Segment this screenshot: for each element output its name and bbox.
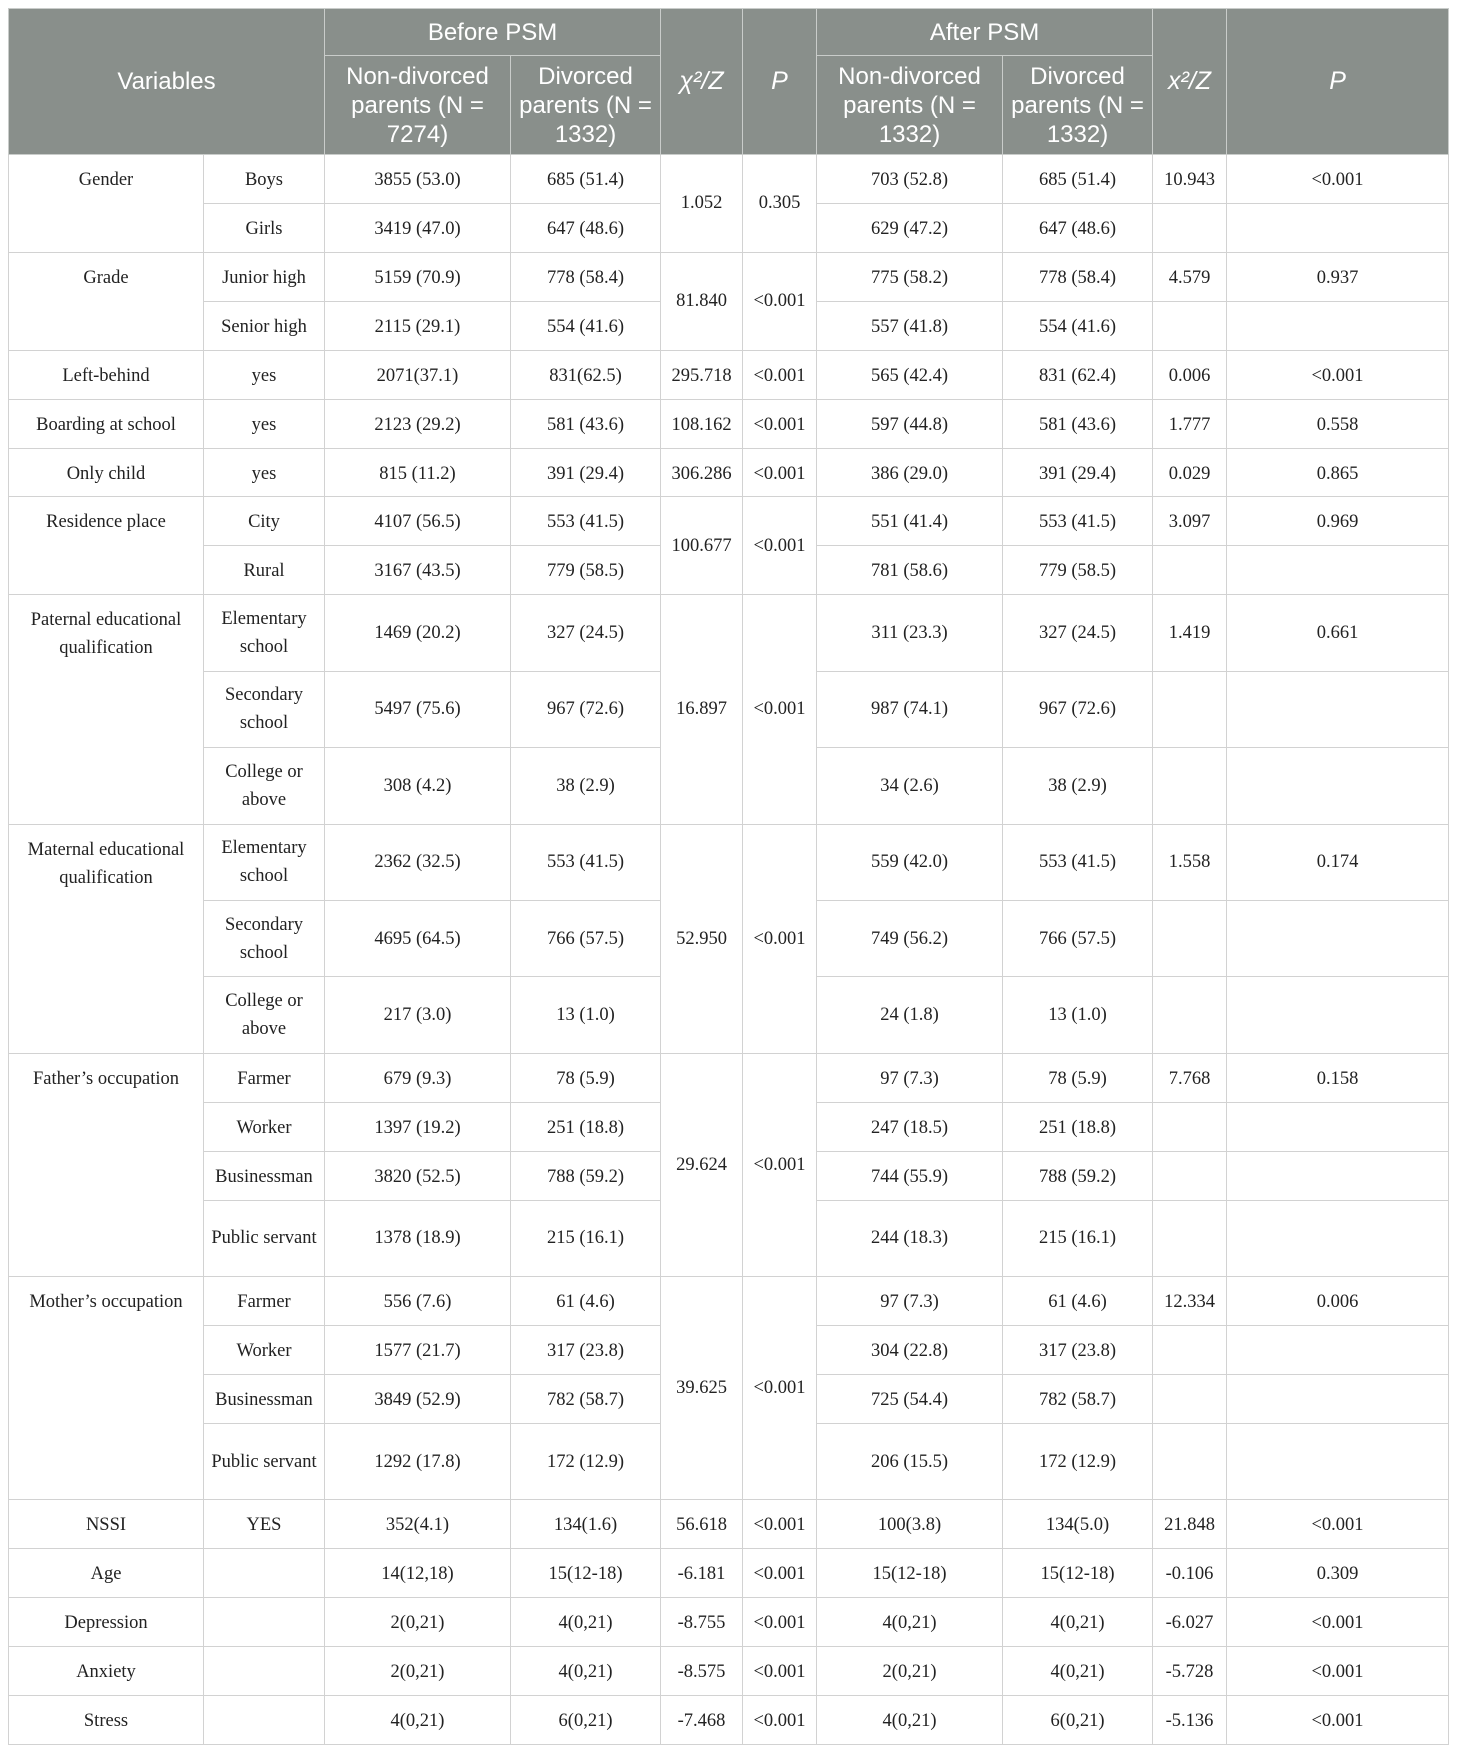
p-before-cell: <0.001 — [743, 497, 817, 595]
stat-after-cell: 1.777 — [1153, 399, 1227, 448]
non-divorced-before-cell: 1397 (19.2) — [325, 1102, 511, 1151]
divorced-before-header: Divorced parents (N = 1332) — [511, 56, 661, 155]
p-after-cell: 0.865 — [1227, 448, 1449, 497]
stat-after-cell — [1153, 1102, 1227, 1151]
p-after-cell: 0.558 — [1227, 399, 1449, 448]
divorced-after-cell: 766 (57.5) — [1003, 901, 1153, 977]
category-cell — [204, 1598, 325, 1647]
non-divorced-before-cell: 1378 (18.9) — [325, 1200, 511, 1276]
category-cell — [204, 1696, 325, 1745]
divorced-after-cell: 779 (58.5) — [1003, 546, 1153, 595]
non-divorced-before-cell: 5159 (70.9) — [325, 252, 511, 301]
divorced-before-cell: 788 (59.2) — [511, 1151, 661, 1200]
stat-after-cell: 0.029 — [1153, 448, 1227, 497]
stat-after-cell: 0.006 — [1153, 350, 1227, 399]
stat-after-cell — [1153, 203, 1227, 252]
stat-before-cell: -8.755 — [661, 1598, 743, 1647]
divorced-before-cell: 4(0,21) — [511, 1598, 661, 1647]
divorced-before-cell: 13 (1.0) — [511, 977, 661, 1053]
p-after-cell: <0.001 — [1227, 1598, 1449, 1647]
divorced-after-cell: 327 (24.5) — [1003, 595, 1153, 671]
p-after-cell: 0.309 — [1227, 1549, 1449, 1598]
non-divorced-after-cell: 2(0,21) — [817, 1647, 1003, 1696]
p-after-cell: 0.174 — [1227, 824, 1449, 900]
non-divorced-before-cell: 352(4.1) — [325, 1500, 511, 1549]
variable-cell: Boarding at school — [9, 399, 204, 448]
non-divorced-after-cell: 744 (55.9) — [817, 1151, 1003, 1200]
p-before-cell: <0.001 — [743, 350, 817, 399]
chi-square-z-header-before: χ²/Z — [661, 9, 743, 155]
divorced-after-cell: 38 (2.9) — [1003, 748, 1153, 824]
non-divorced-after-cell: 386 (29.0) — [817, 448, 1003, 497]
variable-cell: Paternal educational qualification — [9, 595, 204, 824]
non-divorced-after-cell: 100(3.8) — [817, 1500, 1003, 1549]
category-cell: Girls — [204, 203, 325, 252]
variable-cell: Anxiety — [9, 1647, 204, 1696]
non-divorced-before-cell: 1292 (17.8) — [325, 1423, 511, 1499]
non-divorced-before-cell: 2362 (32.5) — [325, 824, 511, 900]
non-divorced-before-cell: 3855 (53.0) — [325, 155, 511, 204]
non-divorced-after-cell: 557 (41.8) — [817, 301, 1003, 350]
stat-before-cell: 100.677 — [661, 497, 743, 595]
stat-after-cell — [1153, 546, 1227, 595]
p-after-cell: 0.158 — [1227, 1053, 1449, 1102]
stat-after-cell — [1153, 901, 1227, 977]
category-cell: Worker — [204, 1326, 325, 1375]
category-cell: College or above — [204, 977, 325, 1053]
table-row — [9, 497, 1449, 546]
category-cell — [204, 1647, 325, 1696]
divorced-after-cell: 554 (41.6) — [1003, 301, 1153, 350]
table-row — [9, 1053, 1449, 1102]
divorced-after-cell: 553 (41.5) — [1003, 497, 1153, 546]
divorced-after-cell: 61 (4.6) — [1003, 1277, 1153, 1326]
stat-before-cell: 81.840 — [661, 252, 743, 350]
non-divorced-after-cell: 703 (52.8) — [817, 155, 1003, 204]
stat-after-cell — [1153, 977, 1227, 1053]
p-before-cell: <0.001 — [743, 1647, 817, 1696]
p-after-cell: 0.661 — [1227, 595, 1449, 671]
category-cell: Elementary school — [204, 824, 325, 900]
p-before-cell: <0.001 — [743, 399, 817, 448]
divorced-before-cell: 554 (41.6) — [511, 301, 661, 350]
stat-after-cell — [1153, 1151, 1227, 1200]
divorced-before-cell: 134(1.6) — [511, 1500, 661, 1549]
non-divorced-after-cell: 749 (56.2) — [817, 901, 1003, 977]
stat-before-cell: 56.618 — [661, 1500, 743, 1549]
stat-after-cell: 3.097 — [1153, 497, 1227, 546]
stat-after-cell — [1153, 301, 1227, 350]
divorced-after-cell: 391 (29.4) — [1003, 448, 1153, 497]
non-divorced-before-cell: 556 (7.6) — [325, 1277, 511, 1326]
stat-before-cell: 108.162 — [661, 399, 743, 448]
table-row — [9, 448, 1449, 497]
category-cell: Secondary school — [204, 671, 325, 747]
category-cell: City — [204, 497, 325, 546]
non-divorced-after-cell: 559 (42.0) — [817, 824, 1003, 900]
non-divorced-before-cell: 4695 (64.5) — [325, 901, 511, 977]
non-divorced-before-cell: 679 (9.3) — [325, 1053, 511, 1102]
stat-after-cell: 21.848 — [1153, 1500, 1227, 1549]
category-cell: yes — [204, 448, 325, 497]
divorced-before-cell: 15(12-18) — [511, 1549, 661, 1598]
divorced-after-cell: 4(0,21) — [1003, 1598, 1153, 1647]
p-after-cell: <0.001 — [1227, 1500, 1449, 1549]
chi-square-z-header-after: x²/Z — [1153, 9, 1227, 155]
table-row — [9, 1598, 1449, 1647]
table-row — [9, 824, 1449, 900]
stat-after-cell — [1153, 1423, 1227, 1499]
non-divorced-after-cell: 97 (7.3) — [817, 1277, 1003, 1326]
stat-after-cell: -5.728 — [1153, 1647, 1227, 1696]
stat-after-cell — [1153, 748, 1227, 824]
non-divorced-before-cell: 4(0,21) — [325, 1696, 511, 1745]
stat-before-cell: -6.181 — [661, 1549, 743, 1598]
p-before-cell: <0.001 — [743, 824, 817, 1053]
divorced-after-cell: 967 (72.6) — [1003, 671, 1153, 747]
non-divorced-before-cell: 2115 (29.1) — [325, 301, 511, 350]
category-cell: College or above — [204, 748, 325, 824]
table-row — [9, 1647, 1449, 1696]
p-before-cell: <0.001 — [743, 595, 817, 824]
non-divorced-after-cell: 206 (15.5) — [817, 1423, 1003, 1499]
divorced-after-cell: 782 (58.7) — [1003, 1374, 1153, 1423]
table-row — [9, 1549, 1449, 1598]
stat-after-cell: -0.106 — [1153, 1549, 1227, 1598]
non-divorced-after-cell: 97 (7.3) — [817, 1053, 1003, 1102]
p-before-cell: 0.305 — [743, 155, 817, 253]
stat-after-cell: 1.558 — [1153, 824, 1227, 900]
non-divorced-after-cell: 244 (18.3) — [817, 1200, 1003, 1276]
non-divorced-before-header: Non-divorced parents (N = 7274) — [325, 56, 511, 155]
divorced-after-cell: 685 (51.4) — [1003, 155, 1153, 204]
p-after-cell — [1227, 671, 1449, 747]
divorced-before-cell: 251 (18.8) — [511, 1102, 661, 1151]
table-row — [9, 1696, 1449, 1745]
divorced-after-cell: 581 (43.6) — [1003, 399, 1153, 448]
non-divorced-before-cell: 3820 (52.5) — [325, 1151, 511, 1200]
p-after-cell — [1227, 1423, 1449, 1499]
p-after-cell — [1227, 1151, 1449, 1200]
variable-cell: Father’s occupation — [9, 1053, 204, 1276]
divorced-after-cell: 788 (59.2) — [1003, 1151, 1153, 1200]
divorced-before-cell: 38 (2.9) — [511, 748, 661, 824]
non-divorced-after-cell: 24 (1.8) — [817, 977, 1003, 1053]
table-row — [9, 1500, 1449, 1549]
divorced-after-cell: 134(5.0) — [1003, 1500, 1153, 1549]
stat-after-cell: 10.943 — [1153, 155, 1227, 204]
non-divorced-after-cell: 781 (58.6) — [817, 546, 1003, 595]
category-cell: Public servant — [204, 1423, 325, 1499]
p-after-cell: <0.001 — [1227, 155, 1449, 204]
divorced-after-cell: 172 (12.9) — [1003, 1423, 1153, 1499]
non-divorced-after-cell: 15(12-18) — [817, 1549, 1003, 1598]
non-divorced-before-cell: 2071(37.1) — [325, 350, 511, 399]
variable-cell: Gender — [9, 155, 204, 253]
stat-after-cell: 12.334 — [1153, 1277, 1227, 1326]
p-after-cell — [1227, 1374, 1449, 1423]
stat-after-cell — [1153, 1200, 1227, 1276]
divorced-after-cell: 6(0,21) — [1003, 1696, 1153, 1745]
divorced-before-cell: 172 (12.9) — [511, 1423, 661, 1499]
divorced-after-header: Divorced parents (N = 1332) — [1003, 56, 1153, 155]
p-after-cell — [1227, 1200, 1449, 1276]
table-row — [9, 399, 1449, 448]
divorced-before-cell: 553 (41.5) — [511, 497, 661, 546]
stat-after-cell: -6.027 — [1153, 1598, 1227, 1647]
divorced-before-cell: 581 (43.6) — [511, 399, 661, 448]
variables-header: Variables — [9, 9, 325, 155]
table-row — [9, 1277, 1449, 1326]
table-body — [9, 155, 1449, 1745]
stat-before-cell: 16.897 — [661, 595, 743, 824]
non-divorced-before-cell: 14(12,18) — [325, 1549, 511, 1598]
table-row — [9, 155, 1449, 204]
non-divorced-before-cell: 815 (11.2) — [325, 448, 511, 497]
divorced-before-cell: 647 (48.6) — [511, 203, 661, 252]
divorced-before-cell: 391 (29.4) — [511, 448, 661, 497]
divorced-before-cell: 61 (4.6) — [511, 1277, 661, 1326]
non-divorced-after-cell: 551 (41.4) — [817, 497, 1003, 546]
variable-cell: Left-behind — [9, 350, 204, 399]
divorced-before-cell: 78 (5.9) — [511, 1053, 661, 1102]
category-cell: Public servant — [204, 1200, 325, 1276]
stat-before-cell: 306.286 — [661, 448, 743, 497]
category-cell: Rural — [204, 546, 325, 595]
divorced-before-cell: 327 (24.5) — [511, 595, 661, 671]
non-divorced-after-cell: 4(0,21) — [817, 1696, 1003, 1745]
category-cell: Boys — [204, 155, 325, 204]
non-divorced-before-cell: 2123 (29.2) — [325, 399, 511, 448]
non-divorced-after-cell: 565 (42.4) — [817, 350, 1003, 399]
p-before-cell: <0.001 — [743, 1053, 817, 1276]
category-cell: Senior high — [204, 301, 325, 350]
p-before-cell: <0.001 — [743, 1549, 817, 1598]
category-cell: Farmer — [204, 1277, 325, 1326]
p-before-cell: <0.001 — [743, 252, 817, 350]
divorced-before-cell: 4(0,21) — [511, 1647, 661, 1696]
p-after-cell — [1227, 748, 1449, 824]
p-after-cell: 0.969 — [1227, 497, 1449, 546]
variable-cell: Residence place — [9, 497, 204, 595]
category-cell: Elementary school — [204, 595, 325, 671]
p-after-cell — [1227, 203, 1449, 252]
divorced-before-cell: 831(62.5) — [511, 350, 661, 399]
variable-cell: Mother’s occupation — [9, 1277, 204, 1500]
non-divorced-after-header: Non-divorced parents (N = 1332) — [817, 56, 1003, 155]
category-cell: Worker — [204, 1102, 325, 1151]
divorced-before-cell: 553 (41.5) — [511, 824, 661, 900]
variable-cell: Maternal educational qualification — [9, 824, 204, 1053]
category-cell: Businessman — [204, 1151, 325, 1200]
non-divorced-before-cell: 3849 (52.9) — [325, 1374, 511, 1423]
stat-after-cell — [1153, 1326, 1227, 1375]
non-divorced-before-cell: 2(0,21) — [325, 1647, 511, 1696]
category-cell — [204, 1549, 325, 1598]
non-divorced-before-cell: 4107 (56.5) — [325, 497, 511, 546]
non-divorced-after-cell: 987 (74.1) — [817, 671, 1003, 747]
non-divorced-after-cell: 311 (23.3) — [817, 595, 1003, 671]
divorced-before-cell: 215 (16.1) — [511, 1200, 661, 1276]
stat-after-cell: 1.419 — [1153, 595, 1227, 671]
non-divorced-after-cell: 629 (47.2) — [817, 203, 1003, 252]
divorced-after-cell: 831 (62.4) — [1003, 350, 1153, 399]
p-after-cell: <0.001 — [1227, 1696, 1449, 1745]
p-after-cell: <0.001 — [1227, 1647, 1449, 1696]
after-psm-header: After PSM — [817, 9, 1153, 56]
divorced-before-cell: 685 (51.4) — [511, 155, 661, 204]
p-after-cell: <0.001 — [1227, 350, 1449, 399]
stat-before-cell: -8.575 — [661, 1647, 743, 1696]
category-cell: Businessman — [204, 1374, 325, 1423]
non-divorced-after-cell: 4(0,21) — [817, 1598, 1003, 1647]
table-row — [9, 252, 1449, 301]
category-cell: Farmer — [204, 1053, 325, 1102]
variable-cell: Grade — [9, 252, 204, 350]
divorced-after-cell: 647 (48.6) — [1003, 203, 1153, 252]
divorced-after-cell: 778 (58.4) — [1003, 252, 1153, 301]
p-value-header-after: P — [1227, 9, 1449, 155]
category-cell: Junior high — [204, 252, 325, 301]
stat-after-cell: 7.768 — [1153, 1053, 1227, 1102]
stat-before-cell: 39.625 — [661, 1277, 743, 1500]
stat-after-cell: -5.136 — [1153, 1696, 1227, 1745]
stat-after-cell: 4.579 — [1153, 252, 1227, 301]
stat-before-cell: -7.468 — [661, 1696, 743, 1745]
non-divorced-before-cell: 5497 (75.6) — [325, 671, 511, 747]
non-divorced-after-cell: 775 (58.2) — [817, 252, 1003, 301]
divorced-before-cell: 779 (58.5) — [511, 546, 661, 595]
p-after-cell — [1227, 1102, 1449, 1151]
p-after-cell — [1227, 977, 1449, 1053]
variable-cell: Age — [9, 1549, 204, 1598]
non-divorced-after-cell: 304 (22.8) — [817, 1326, 1003, 1375]
category-cell: yes — [204, 399, 325, 448]
stat-before-cell: 295.718 — [661, 350, 743, 399]
p-after-cell — [1227, 901, 1449, 977]
non-divorced-before-cell: 308 (4.2) — [325, 748, 511, 824]
stat-before-cell: 52.950 — [661, 824, 743, 1053]
p-after-cell — [1227, 546, 1449, 595]
stat-before-cell: 1.052 — [661, 155, 743, 253]
divorced-after-cell: 553 (41.5) — [1003, 824, 1153, 900]
non-divorced-before-cell: 3167 (43.5) — [325, 546, 511, 595]
divorced-before-cell: 766 (57.5) — [511, 901, 661, 977]
variable-cell: Depression — [9, 1598, 204, 1647]
variable-cell: NSSI — [9, 1500, 204, 1549]
p-before-cell: <0.001 — [743, 1500, 817, 1549]
category-cell: Secondary school — [204, 901, 325, 977]
divorced-after-cell: 317 (23.8) — [1003, 1326, 1153, 1375]
table-row — [9, 350, 1449, 399]
p-before-cell: <0.001 — [743, 1696, 817, 1745]
divorced-before-cell: 778 (58.4) — [511, 252, 661, 301]
divorced-after-cell: 15(12-18) — [1003, 1549, 1153, 1598]
divorced-after-cell: 13 (1.0) — [1003, 977, 1153, 1053]
p-before-cell: <0.001 — [743, 1598, 817, 1647]
divorced-before-cell: 6(0,21) — [511, 1696, 661, 1745]
variable-cell: Only child — [9, 448, 204, 497]
divorced-before-cell: 967 (72.6) — [511, 671, 661, 747]
non-divorced-before-cell: 3419 (47.0) — [325, 203, 511, 252]
p-value-header-before: P — [743, 9, 817, 155]
divorced-after-cell: 4(0,21) — [1003, 1647, 1153, 1696]
before-psm-header: Before PSM — [325, 9, 661, 56]
non-divorced-before-cell: 1577 (21.7) — [325, 1326, 511, 1375]
divorced-before-cell: 782 (58.7) — [511, 1374, 661, 1423]
non-divorced-after-cell: 597 (44.8) — [817, 399, 1003, 448]
non-divorced-after-cell: 247 (18.5) — [817, 1102, 1003, 1151]
divorced-after-cell: 215 (16.1) — [1003, 1200, 1153, 1276]
p-after-cell: 0.006 — [1227, 1277, 1449, 1326]
non-divorced-after-cell: 34 (2.6) — [817, 748, 1003, 824]
non-divorced-before-cell: 2(0,21) — [325, 1598, 511, 1647]
category-cell: yes — [204, 350, 325, 399]
stat-after-cell — [1153, 671, 1227, 747]
non-divorced-before-cell: 217 (3.0) — [325, 977, 511, 1053]
p-after-cell — [1227, 1326, 1449, 1375]
divorced-before-cell: 317 (23.8) — [511, 1326, 661, 1375]
psm-comparison-table — [8, 8, 1449, 1745]
stat-before-cell: 29.624 — [661, 1053, 743, 1276]
non-divorced-after-cell: 725 (54.4) — [817, 1374, 1003, 1423]
p-before-cell: <0.001 — [743, 1277, 817, 1500]
stat-after-cell — [1153, 1374, 1227, 1423]
p-before-cell: <0.001 — [743, 448, 817, 497]
variable-cell: Stress — [9, 1696, 204, 1745]
table-row — [9, 595, 1449, 671]
p-after-cell: 0.937 — [1227, 252, 1449, 301]
non-divorced-before-cell: 1469 (20.2) — [325, 595, 511, 671]
category-cell: YES — [204, 1500, 325, 1549]
divorced-after-cell: 78 (5.9) — [1003, 1053, 1153, 1102]
divorced-after-cell: 251 (18.8) — [1003, 1102, 1153, 1151]
p-after-cell — [1227, 301, 1449, 350]
